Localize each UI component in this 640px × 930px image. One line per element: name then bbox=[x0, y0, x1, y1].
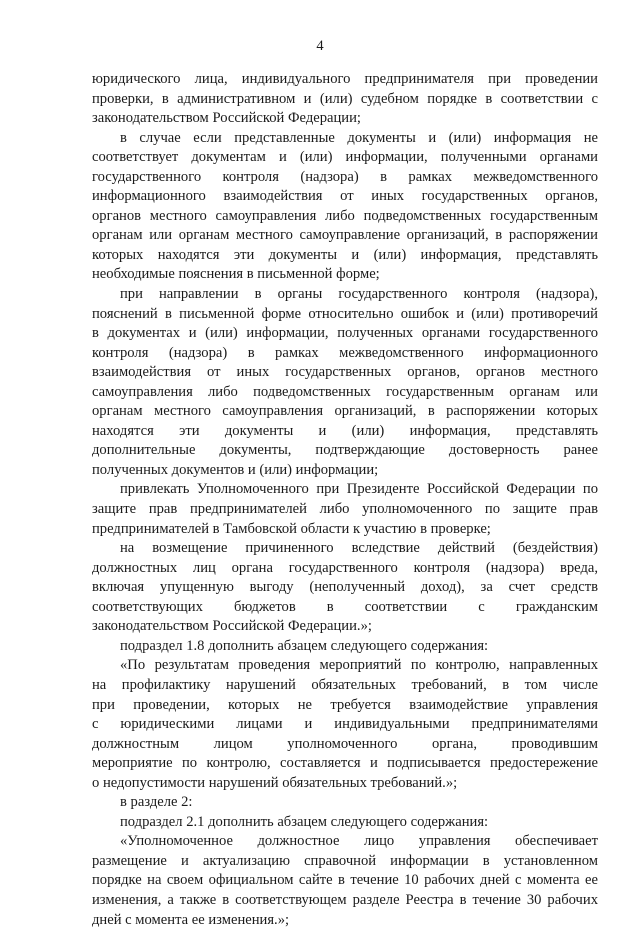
text-line: взаимодействия от иных государственных органов, органов местного bbox=[92, 364, 598, 381]
text-line: на возмещение причиненного вследствие действий (бездействия) bbox=[120, 540, 598, 557]
text-line: государственного контроля (надзора) в рамках межведомственного bbox=[92, 168, 598, 185]
text-line: проверки, в административном и (или) судебном порядке в соответствии с bbox=[92, 90, 598, 107]
text-line: находятся эти документы и (или) информация, представлять bbox=[92, 422, 598, 439]
text-line: органам местного самоуправления организаций, в распоряжении которых bbox=[92, 403, 598, 420]
text-line: полученных документов и (или) информации; bbox=[92, 461, 379, 478]
text-line: привлекать Уполномоченного при Президенте Российской Федерации по bbox=[120, 481, 598, 498]
text-line: юридического лица, индивидуального предпринимателя при проведении bbox=[92, 71, 598, 87]
text-line: органам или органам местного самоуправление организаций, в распоряжении bbox=[92, 227, 598, 244]
text-line: пояснений в письменной форме относительно ошибок и (или) противоречий bbox=[92, 305, 598, 322]
text-line: органов местного самоуправления либо подведомственных государственным bbox=[92, 207, 598, 224]
text-line: дней с момента ее изменения.»; bbox=[92, 911, 290, 928]
text-line: контроля (надзора) в рамках межведомственного информационного bbox=[92, 344, 598, 361]
text-line: в документах и (или) информации, полученных органами государственного bbox=[92, 325, 598, 342]
text-line: защите прав предпринимателей либо уполномоченного по защите прав bbox=[92, 501, 598, 518]
text-line: порядке на своем официальном сайте в течение 10 рабочих дней с момента ее bbox=[92, 872, 598, 889]
text-line: в разделе 2: bbox=[120, 794, 193, 811]
text-line: должностных лиц органа государственного контроля (надзора) вреда, bbox=[92, 559, 598, 576]
text-line: законодательством Российской Федерации; bbox=[92, 110, 361, 127]
text-line: о недопустимости нарушений обязательных требований.»; bbox=[92, 774, 458, 791]
document-body bbox=[92, 70, 598, 930]
text-line: подраздел 1.8 дополнить абзацем следующего содержания: bbox=[120, 637, 489, 654]
text-line: необходимые пояснения в письменной форме; bbox=[92, 266, 380, 283]
text-line: информационного взаимодействия от иных государственных органов, bbox=[92, 188, 598, 205]
text-line: в случае если представленные документы и (или) информация не bbox=[120, 129, 598, 146]
text-line: дополнительные документы, подтверждающие достоверность ранее bbox=[92, 442, 598, 459]
text-line: «Уполномоченное должностное лицо управления обеспечивает bbox=[120, 833, 598, 850]
text-line: соответствует документам и (или) информации, полученными органами bbox=[92, 149, 598, 166]
text-line: при направлении в органы государственного контроля (надзора), bbox=[120, 286, 598, 303]
text-line: которых находятся эти документы и (или) информация, представлять bbox=[92, 246, 598, 263]
text-line: на профилактику нарушений обязательных требований, в том числе bbox=[92, 676, 598, 693]
text-line: размещение и актуализацию справочной информации в установленном bbox=[92, 852, 598, 869]
text-line: должностным лицом уполномоченного органа, проводившим bbox=[92, 735, 598, 752]
text-line: самоуправления либо подведомственных государственным органам или bbox=[92, 383, 598, 400]
text-line: предпринимателей в Тамбовской области к участию в проверке; bbox=[92, 520, 491, 537]
text-line: законодательством Российской Федерации.»; bbox=[92, 618, 372, 635]
text-line: при проведении, которых не требуется взаимодействие управления bbox=[92, 696, 598, 713]
text-line: «По результатам проведения мероприятий по контролю, направленных bbox=[120, 657, 598, 674]
text-line: мероприятие по контролю, составляется и подписывается предостережение bbox=[92, 755, 598, 772]
text-line: подраздел 2.1 дополнить абзацем следующего содержания: bbox=[120, 813, 489, 830]
text-line: включая упущенную выгоду (неполученный доход), за счет средств bbox=[92, 579, 598, 596]
text-line: соответствующих бюджетов в соответствии с гражданским bbox=[92, 598, 598, 615]
text-line: изменения, а также в соответствующем разделе Реестра в течение 30 рабочих bbox=[92, 891, 598, 908]
text-line: с юридическими лицами и индивидуальными предпринимателями bbox=[92, 716, 598, 733]
page-number: 4 bbox=[316, 38, 324, 54]
